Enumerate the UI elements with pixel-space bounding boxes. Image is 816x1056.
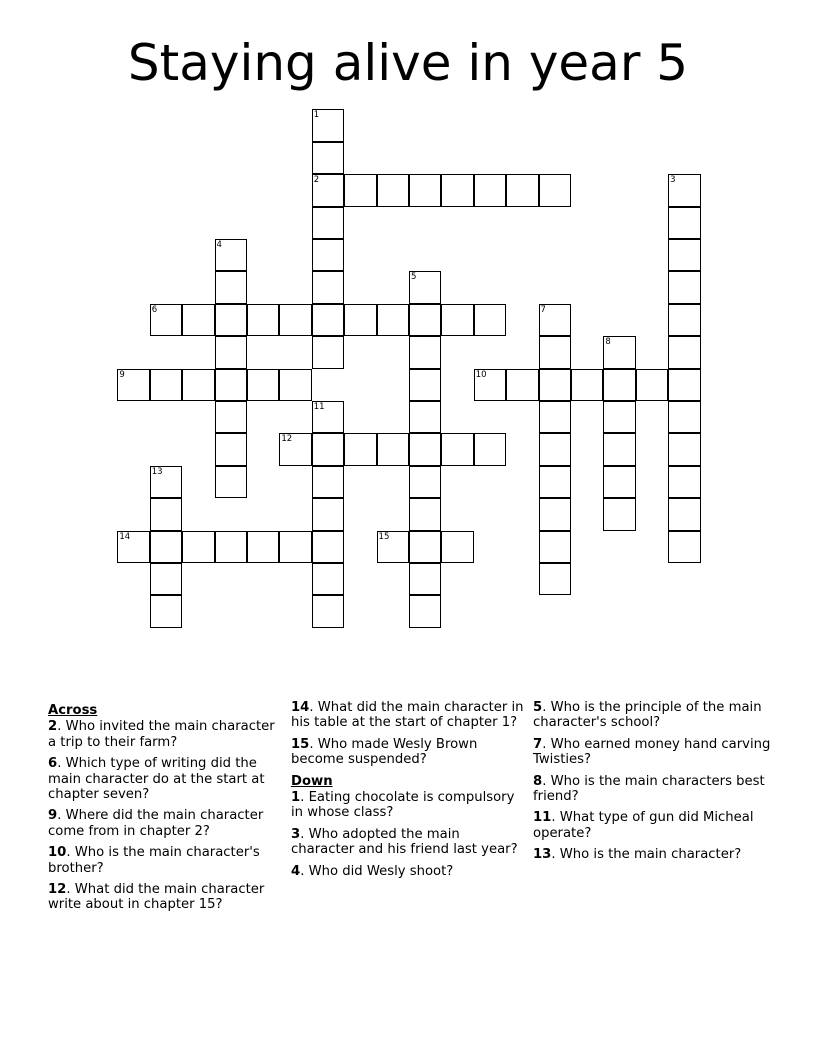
clue-num: 5 (533, 700, 543, 715)
clue-num: 11 (533, 810, 552, 826)
clue-num: 9 (48, 808, 58, 824)
grid-cell[interactable] (279, 531, 311, 563)
grid-cell[interactable] (539, 304, 571, 336)
clue-item (533, 810, 773, 841)
clue-num: 7 (533, 736, 543, 752)
grid-cell[interactable] (539, 466, 571, 498)
clue-number: 10 (475, 369, 487, 380)
grid-cell[interactable] (215, 369, 247, 401)
grid-cell[interactable] (603, 369, 635, 401)
grid-cell[interactable] (150, 304, 182, 336)
grid-cell[interactable] (344, 174, 376, 206)
grid-cell[interactable] (182, 304, 214, 336)
grid-cell[interactable] (409, 304, 441, 336)
grid-cell[interactable] (312, 466, 344, 498)
clue-text: . Who earned money hand carving Twisties? (533, 736, 771, 768)
clue-item (291, 790, 527, 821)
grid-cell[interactable] (312, 433, 344, 465)
clue-num: 14 (291, 700, 310, 715)
clue-text: . Who is the main character? (551, 847, 742, 863)
grid-cell[interactable] (668, 498, 700, 530)
clue-number: 13 (151, 466, 163, 477)
clue-num: 2 (48, 719, 58, 735)
grid-cell[interactable] (312, 239, 344, 271)
grid-cell[interactable] (215, 531, 247, 563)
grid-cell[interactable] (603, 433, 635, 465)
grid-cell[interactable] (668, 271, 700, 303)
grid-cell[interactable] (377, 531, 409, 563)
clue-num: 6 (48, 756, 58, 772)
clue-num: 12 (48, 882, 67, 898)
grid-cell[interactable] (409, 271, 441, 303)
grid-cell[interactable] (668, 466, 700, 498)
clue-number: 8 (605, 337, 611, 348)
grid-cell[interactable] (182, 531, 214, 563)
grid-cell[interactable] (312, 109, 344, 141)
clue-item (533, 737, 773, 768)
grid-cell[interactable] (215, 271, 247, 303)
grid-cell[interactable] (539, 336, 571, 368)
clue-item (291, 700, 527, 731)
grid-cell[interactable] (279, 369, 311, 401)
clue-text: . Which type of writing did the main character do at the start at chapter seven? (48, 756, 265, 803)
clue-item (291, 827, 527, 858)
grid-cell[interactable] (539, 401, 571, 433)
clue-item (48, 845, 284, 876)
grid-cell[interactable] (506, 369, 538, 401)
grid-cell[interactable] (312, 207, 344, 239)
clue-item (48, 756, 284, 802)
grid-cell[interactable] (344, 433, 376, 465)
grid-cell[interactable] (312, 304, 344, 336)
grid-cell[interactable] (539, 433, 571, 465)
grid-cell[interactable] (539, 174, 571, 206)
clue-text: . Who is the main character's brother? (48, 845, 260, 876)
grid-cell[interactable] (215, 336, 247, 368)
clues-column-2 (291, 700, 527, 885)
clue-text: . What did the main character in his table at the start of chapter 1? (291, 700, 524, 731)
grid-cell[interactable] (312, 563, 344, 595)
grid-cell[interactable] (441, 174, 473, 206)
clue-text: . Who is the principle of the main character's school? (533, 700, 762, 731)
clue-number: 11 (313, 401, 325, 412)
clue-number: 6 (151, 304, 158, 315)
clue-item (533, 847, 773, 862)
grid-cell[interactable] (539, 369, 571, 401)
clue-text: . Who adopted the main character and his friend last year? (291, 826, 518, 858)
grid-cell[interactable] (312, 531, 344, 563)
grid-cell[interactable] (668, 369, 700, 401)
grid-cell[interactable] (409, 174, 441, 206)
grid-cell[interactable] (150, 466, 182, 498)
down-header: Down (291, 773, 333, 789)
grid-cell[interactable] (312, 595, 344, 627)
clue-text: . Who made Wesly Brown become suspended? (291, 736, 478, 768)
clue-number: 1 (313, 110, 320, 121)
grid-cell[interactable] (312, 498, 344, 530)
grid-cell[interactable] (279, 304, 311, 336)
clue-num: 10 (48, 845, 67, 861)
clue-num: 8 (533, 773, 543, 789)
clue-number: 7 (540, 304, 546, 315)
clues-column-3 (533, 700, 773, 869)
clue-num: 15 (291, 736, 310, 752)
grid-cell[interactable] (312, 174, 344, 206)
grid-cell[interactable] (247, 531, 279, 563)
grid-cell[interactable] (117, 369, 149, 401)
grid-cell[interactable] (603, 498, 635, 530)
clue-item (48, 719, 284, 750)
grid-cell[interactable] (668, 531, 700, 563)
grid-cell[interactable] (668, 174, 700, 206)
clue-num: 3 (291, 826, 301, 842)
clue-text: . What did the main character write about in chapter 15? (48, 882, 265, 913)
grid-cell[interactable] (474, 174, 506, 206)
grid-cell[interactable] (441, 433, 473, 465)
grid-cell[interactable] (215, 239, 247, 271)
grid-cell[interactable] (150, 595, 182, 627)
clue-item (533, 774, 773, 805)
grid-cell[interactable] (668, 207, 700, 239)
grid-cell[interactable] (312, 271, 344, 303)
across-header: Across (48, 703, 98, 718)
grid-cell[interactable] (409, 595, 441, 627)
grid-cell[interactable] (150, 498, 182, 530)
grid-cell[interactable] (247, 304, 279, 336)
grid-cell[interactable] (409, 336, 441, 368)
grid-cell[interactable] (215, 466, 247, 498)
grid-cell[interactable] (377, 304, 409, 336)
grid-cell[interactable] (539, 531, 571, 563)
grid-cell[interactable] (409, 466, 441, 498)
grid-cell[interactable] (182, 369, 214, 401)
clue-text: . What type of gun did Micheal operate? (533, 810, 754, 841)
clue-num: 13 (533, 847, 552, 863)
clue-text: . Who is the main characters best friend? (533, 773, 765, 805)
clue-item (291, 737, 527, 768)
clue-item (533, 700, 773, 731)
clue-text: . Eating chocolate is compulsory in whose class? (291, 790, 515, 821)
clue-text: . Where did the main character come from in chapter 2? (48, 808, 264, 839)
grid-cell[interactable] (668, 304, 700, 336)
grid-cell[interactable] (603, 336, 635, 368)
grid-cell[interactable] (312, 336, 344, 368)
grid-cell[interactable] (636, 369, 668, 401)
clue-number: 15 (378, 531, 390, 542)
grid-cell[interactable] (668, 336, 700, 368)
clue-num: 1 (291, 790, 301, 806)
grid-cell[interactable] (474, 369, 506, 401)
grid-cell[interactable] (668, 433, 700, 465)
grid-cell[interactable] (150, 531, 182, 563)
grid-cell[interactable] (409, 401, 441, 433)
clue-number: 3 (670, 175, 676, 186)
grid-cell[interactable] (474, 433, 506, 465)
clue-number: 9 (119, 369, 125, 380)
clue-item (48, 808, 284, 839)
clue-number: 14 (119, 531, 131, 542)
clue-num: 4 (291, 863, 301, 879)
grid-cell[interactable] (409, 531, 441, 563)
grid-cell[interactable] (215, 433, 247, 465)
grid-cell[interactable] (117, 531, 149, 563)
grid-cell[interactable] (312, 401, 344, 433)
clue-number: 5 (410, 272, 417, 283)
clue-item (291, 864, 527, 879)
grid-cell[interactable] (409, 433, 441, 465)
grid-cell[interactable] (150, 369, 182, 401)
grid-cell[interactable] (150, 563, 182, 595)
puzzle-title: Staying alive in year 5 (127, 34, 689, 92)
grid-cell[interactable] (506, 174, 538, 206)
grid-cell[interactable] (603, 466, 635, 498)
clue-text: . Who invited the main character a trip to their farm? (48, 719, 275, 750)
grid-cell[interactable] (668, 401, 700, 433)
grid-cell[interactable] (603, 401, 635, 433)
grid-cell[interactable] (409, 498, 441, 530)
grid-cell[interactable] (344, 304, 376, 336)
grid-cell[interactable] (377, 174, 409, 206)
grid-cell[interactable] (539, 498, 571, 530)
grid-cell[interactable] (409, 369, 441, 401)
grid-cell[interactable] (247, 369, 279, 401)
grid-cell[interactable] (668, 239, 700, 271)
grid-cell[interactable] (441, 304, 473, 336)
grid-cell[interactable] (215, 304, 247, 336)
clue-text: . Who did Wesly shoot? (300, 863, 454, 879)
clue-item (48, 882, 284, 913)
clue-number: 4 (216, 239, 222, 250)
grid-cell[interactable] (441, 531, 473, 563)
grid-cell[interactable] (279, 433, 311, 465)
grid-cell[interactable] (474, 304, 506, 336)
grid-cell[interactable] (312, 142, 344, 174)
clue-number: 12 (281, 434, 293, 445)
clue-number: 2 (313, 175, 320, 186)
grid-cell[interactable] (409, 563, 441, 595)
grid-cell[interactable] (215, 401, 247, 433)
grid-cell[interactable] (539, 563, 571, 595)
grid-cell[interactable] (571, 369, 603, 401)
clues-column-1 (48, 700, 284, 919)
grid-cell[interactable] (377, 433, 409, 465)
